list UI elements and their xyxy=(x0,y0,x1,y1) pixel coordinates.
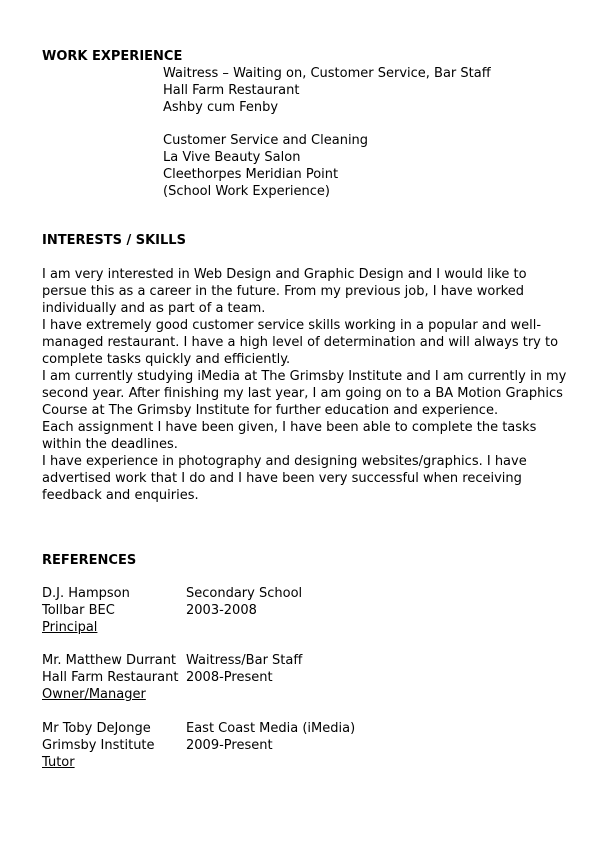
reference-name: D.J. Hampson xyxy=(42,586,130,601)
reference-name: Mr. Matthew Durrant xyxy=(42,653,177,668)
interests-paragraph: I am very interested in Web Design and Graphic Design and I would like to persue this as a career in the future. From my previous job, I have worked individually and as part of a team. xyxy=(42,267,527,316)
job-note: (School Work Experience) xyxy=(163,184,330,199)
reference-context: Waitress/Bar Staff xyxy=(186,653,303,668)
reference-organisation: Tollbar BEC xyxy=(42,603,115,618)
job-title: Customer Service and Cleaning xyxy=(163,133,369,148)
reference-entry xyxy=(42,720,542,771)
reference-role: Tutor xyxy=(42,755,75,770)
interests-paragraph: I have extremely good customer service skills working in a popular and well-managed restaurant. I have a high level of determination and will always try to complete tasks quickly and efficiently. xyxy=(42,318,559,367)
reference-organisation: Hall Farm Restaurant xyxy=(42,670,179,685)
reference-context: East Coast Media (iMedia) xyxy=(186,721,356,736)
reference-name: Mr Toby DeJonge xyxy=(42,721,151,736)
reference-role: Principal xyxy=(42,620,98,635)
reference-entry xyxy=(42,652,542,703)
reference-dates: 2009-Present xyxy=(186,738,273,753)
job-employer: Hall Farm Restaurant xyxy=(163,83,300,98)
interests-heading: INTERESTS / SKILLS xyxy=(42,233,186,248)
job-entry xyxy=(163,132,368,200)
reference-role: Owner/Manager xyxy=(42,687,146,702)
interests-paragraph: I am currently studying iMedia at The Grimsby Institute and I am currently in my second year. After finishing my last year, I am going on to a BA Motion Graphics Course at The Grimsby Institute for further education and experience. xyxy=(42,369,567,418)
interests-text xyxy=(42,266,572,504)
job-title: Waitress – Waiting on, Customer Service, Bar Staff xyxy=(163,66,491,81)
job-location: Cleethorpes Meridian Point xyxy=(163,167,339,182)
reference-organisation: Grimsby Institute xyxy=(42,738,155,753)
reference-entry xyxy=(42,585,542,636)
job-entry xyxy=(163,65,491,116)
job-location: Ashby cum Fenby xyxy=(163,100,279,115)
reference-dates: 2008-Present xyxy=(186,670,273,685)
reference-dates: 2003-2008 xyxy=(186,603,257,618)
job-employer: La Vive Beauty Salon xyxy=(163,150,301,165)
interests-paragraph: Each assignment I have been given, I have been able to complete the tasks within the deadlines. xyxy=(42,420,537,452)
references-heading: REFERENCES xyxy=(42,553,137,568)
work-experience-heading: WORK EXPERIENCE xyxy=(42,49,183,64)
interests-paragraph: I have experience in photography and designing websites/graphics. I have advertised work that I do and I have been very successful when receiving feedback and enquiries. xyxy=(42,454,527,503)
reference-context: Secondary School xyxy=(186,586,303,601)
